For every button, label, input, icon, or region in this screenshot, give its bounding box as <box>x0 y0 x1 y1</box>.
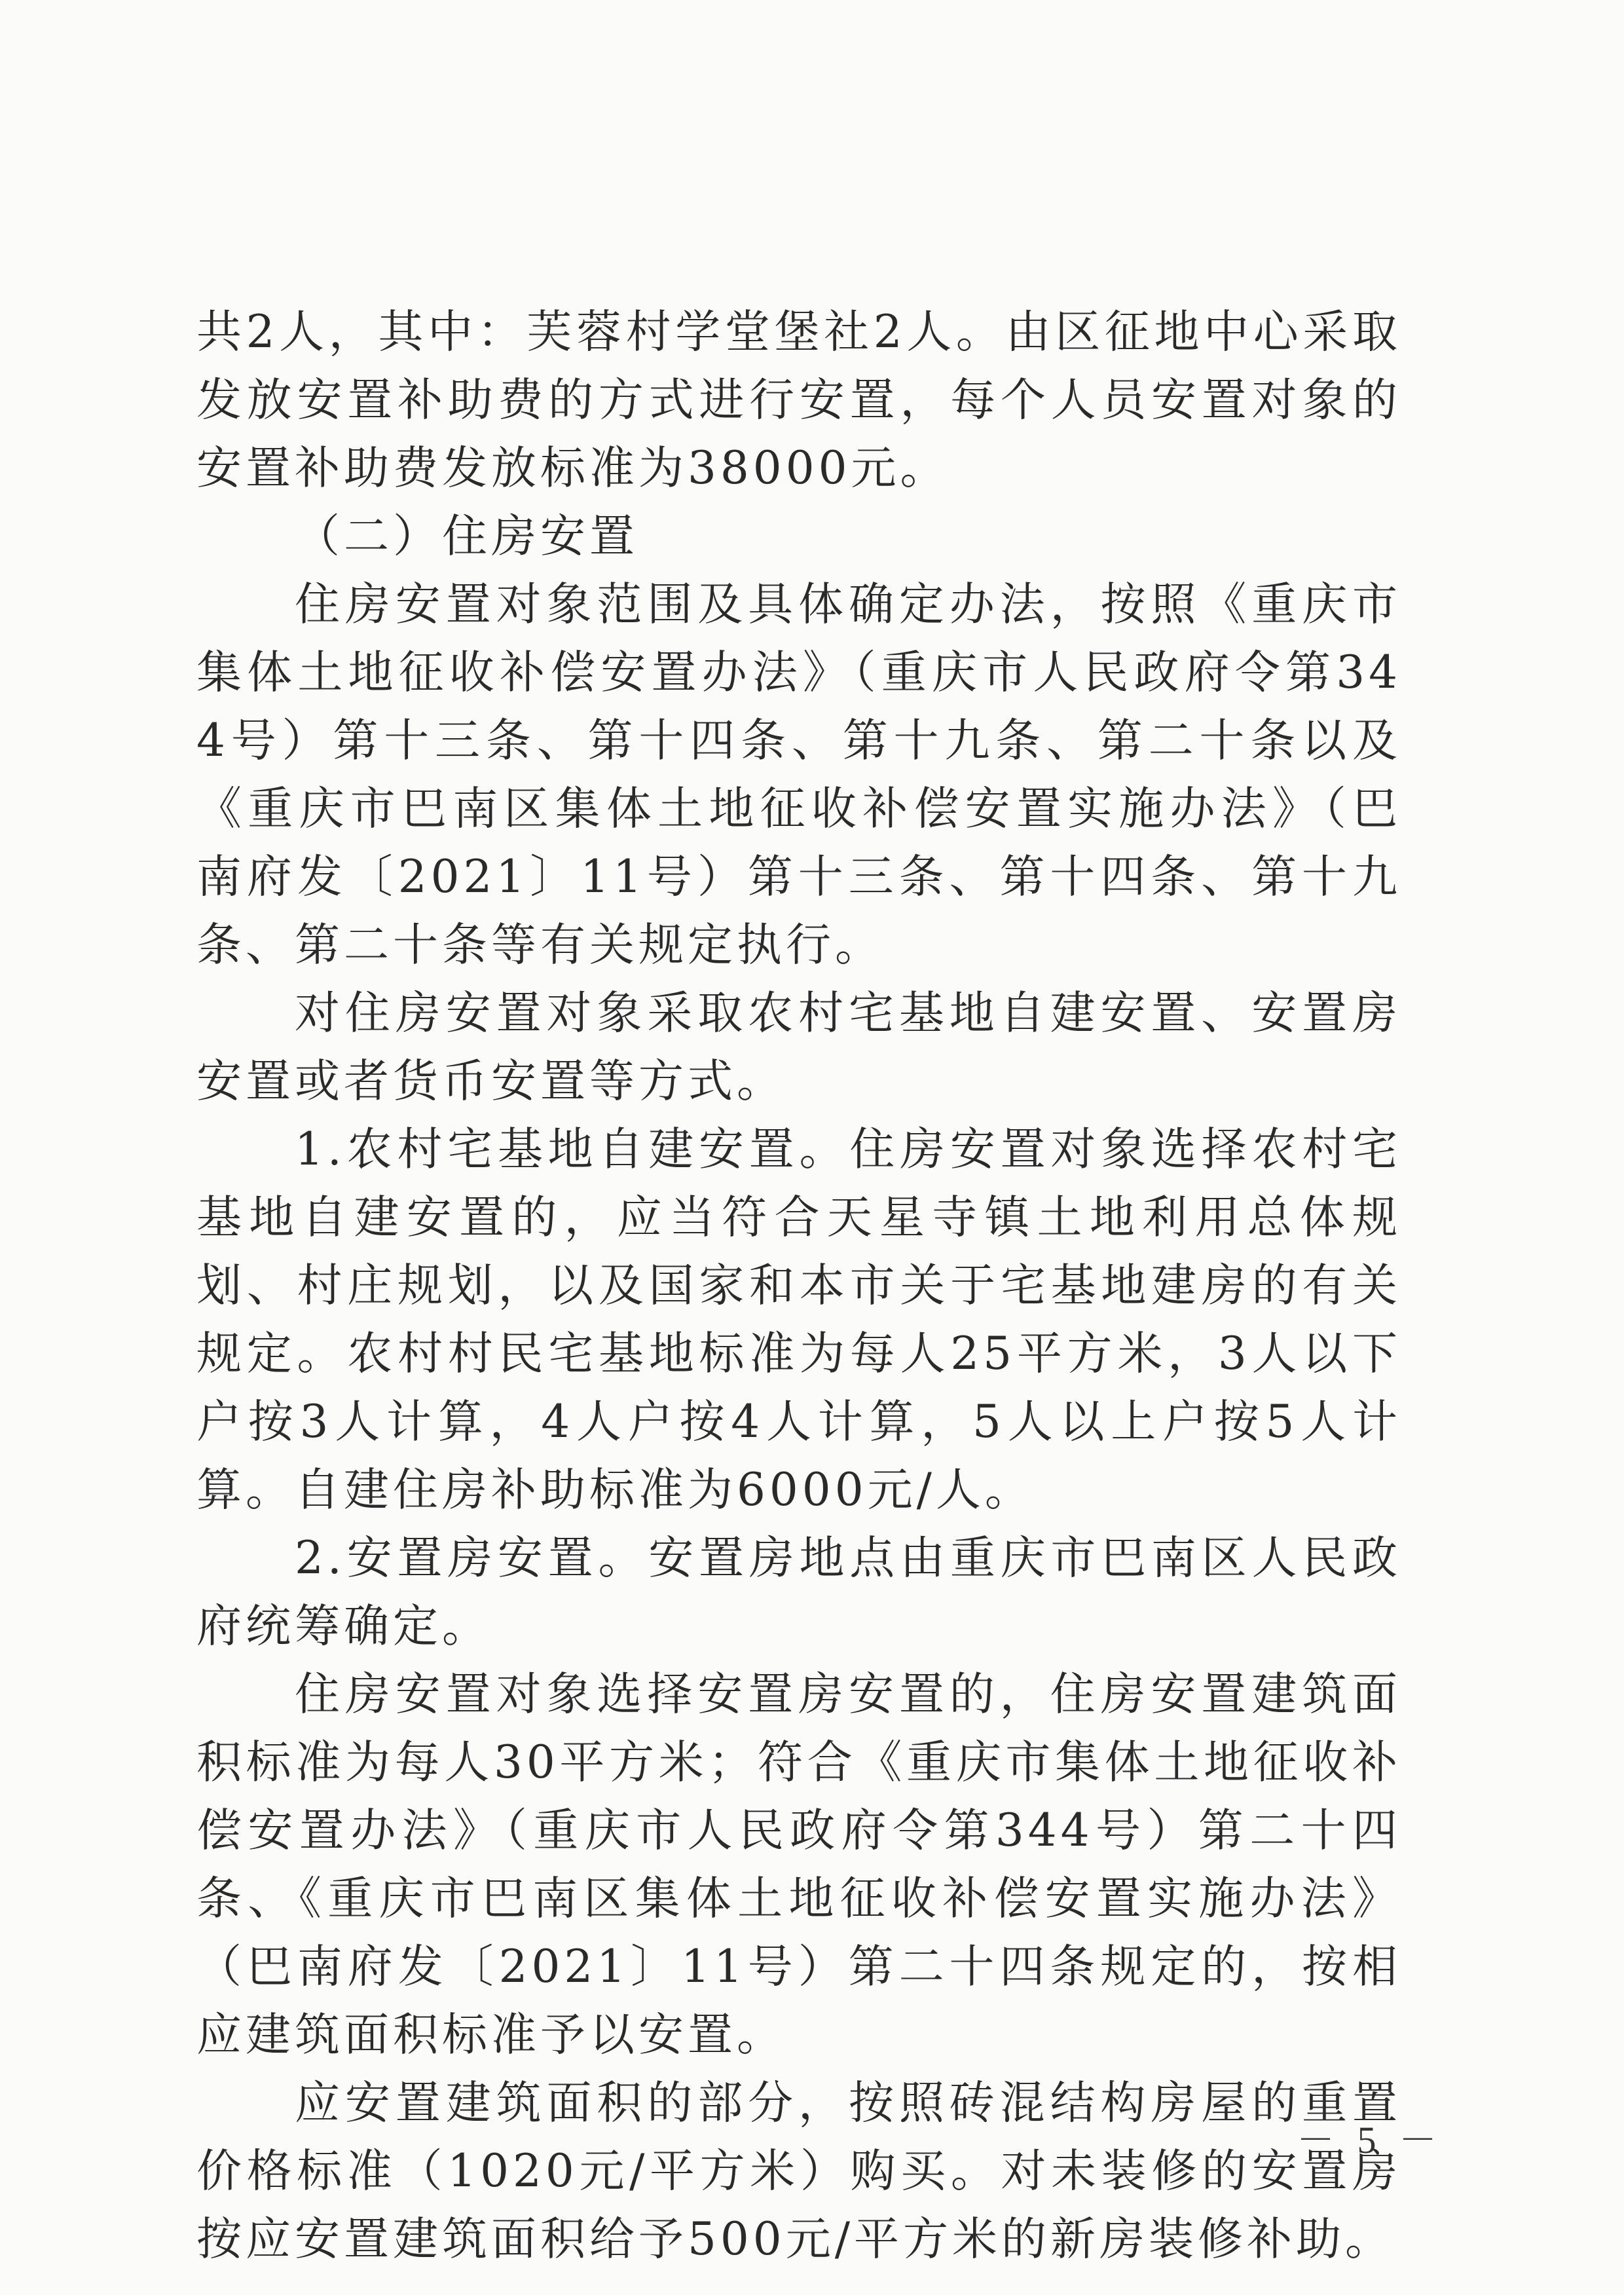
paragraph-housing-scope: 住房安置对象范围及具体确定办法，按照《重庆市集体土地征收补偿安置办法》（重庆市人民政府令第344号）第十三条、第十四条、第十九条、第二十条以及《重庆市巴南区集体土地征收补偿安置实施办法》（巴南府发〔2021〕11号）第十三条、第十四条、第十九条、第二十条等有关规定执行。 <box>196 578 1401 971</box>
paragraph-resettlement-housing: 2.安置房安置。安置房地点由重庆市巴南区人民政府统筹确定。 <box>196 1532 1401 1652</box>
paragraph-resettlement-methods: 对住房安置对象采取农村宅基地自建安置、安置房安置或者货币安置等方式。 <box>196 987 1401 1108</box>
paragraph-resettlement-subsidy: 共2人，其中：芙蓉村学堂堡社2人。由区征地中心采取发放安置补助费的方式进行安置，每个人员安置对象的安置补助费发放标准为38000元。 <box>196 306 1401 494</box>
section-heading-housing-resettlement: （二）住房安置 <box>295 510 638 563</box>
paragraph-homestead-self-build: 1.农村宅基地自建安置。住房安置对象选择农村宅基地自建安置的，应当符合天星寺镇土地利用总体规划、村庄规划，以及国家和本市关于宅基地建房的有关规定。农村村民宅基地标准为每人25平方米，3人以下户按3人计算，4人户按4人计算，5人以上户按5人计算。自建住房补助标准为6000元/人。 <box>196 1123 1401 1516</box>
document-body <box>196 298 1401 2273</box>
paragraph-purchase-and-decoration: 应安置建筑面积的部分，按照砖混结构房屋的重置价格标准（1020元/平方米）购买。对未装修的安置房按应安置建筑面积给予500元/平方米的新房装修补助。 <box>196 2077 1401 2266</box>
paragraph-resettlement-area-standard: 住房安置对象选择安置房安置的，住房安置建筑面积标准为每人30平方米；符合《重庆市集体土地征收补偿安置办法》（重庆市人民政府令第344号）第二十四条、《重庆市巴南区集体土地征收补偿安置实施办法》（巴南府发〔2021〕11号）第二十四条规定的，按相应建筑面积标准予以安置。 <box>196 1668 1401 2061</box>
page-number: － 5 － <box>1297 2119 1444 2161</box>
